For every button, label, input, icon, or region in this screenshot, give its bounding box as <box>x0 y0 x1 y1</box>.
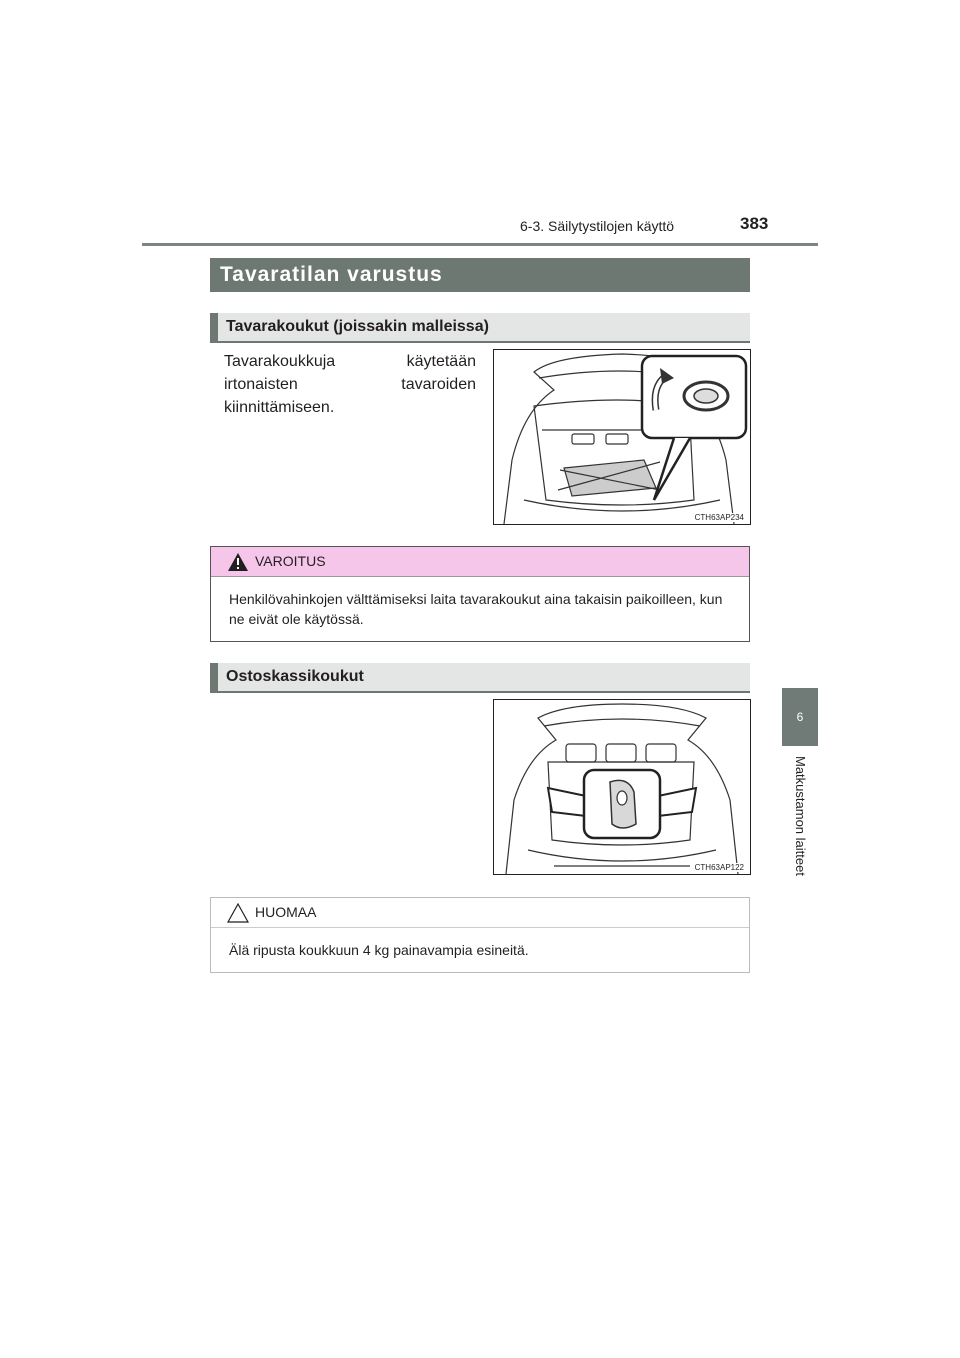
chapter-tab: 6 <box>782 688 818 746</box>
subheading-shopping-bag-hooks: Ostoskassikoukut <box>210 663 750 693</box>
warning-triangle-icon <box>227 552 249 572</box>
notice-header <box>211 898 749 928</box>
section-title: Tavaratilan varustus <box>210 258 750 292</box>
luggage-hook-illustration <box>493 349 751 525</box>
chapter-label: Matkustamon laitteet <box>793 756 808 876</box>
warning-box <box>210 546 750 642</box>
figure-code: CTH63AP234 <box>694 513 744 522</box>
warning-title: VAROITUS <box>255 553 326 569</box>
luggage-hooks-description: Tavarakoukkuja käytetään irtonaisten tavaroiden kiinnittämiseen. <box>224 353 476 416</box>
page-number: 383 <box>740 214 769 233</box>
notice-title: HUOMAA <box>255 904 317 920</box>
warning-header <box>211 547 749 577</box>
cargo-area-drawing <box>494 350 750 524</box>
shopping-bag-hook-illustration <box>493 699 751 875</box>
caution-triangle-outline-icon <box>227 903 249 923</box>
figure-code: CTH63AP122 <box>694 863 744 872</box>
subheading-luggage-hooks: Tavarakoukut (joissakin malleissa) <box>210 313 750 343</box>
notice-box <box>210 897 750 973</box>
warning-text: Henkilövahinkojen välttämiseksi laita tavarakoukut aina takaisin paikoilleen, kun ne eivät ole käytössä. <box>229 591 723 627</box>
header-section-title: 6-3. Säilytystilojen käyttö <box>520 218 675 234</box>
header-rule <box>142 243 818 246</box>
cargo-hook-drawing <box>494 700 750 874</box>
notice-text: Älä ripusta koukkuun 4 kg painavampia esineitä. <box>229 942 529 958</box>
